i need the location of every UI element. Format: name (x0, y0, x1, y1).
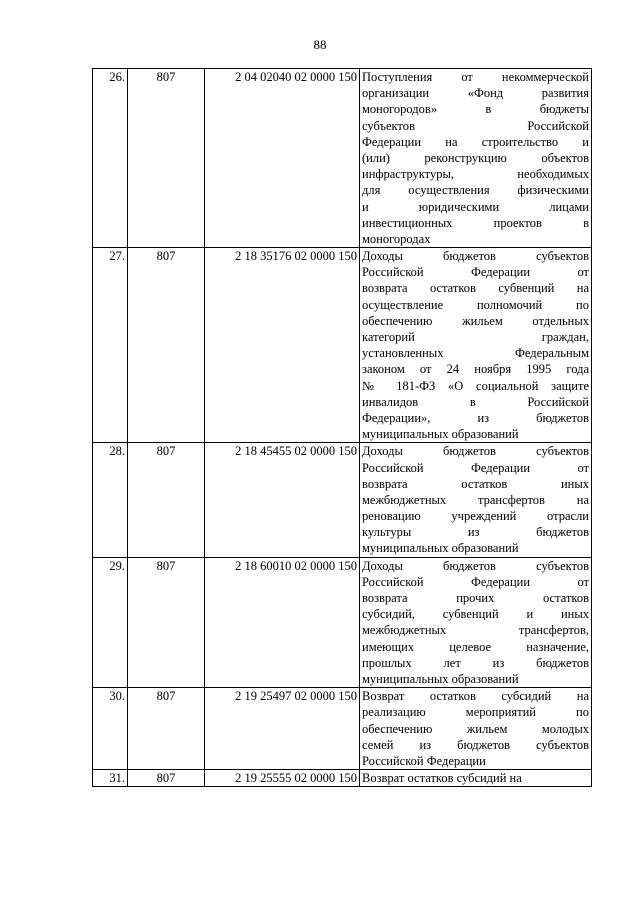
revenue-name-line: осуществление полномочий по (362, 297, 589, 312)
revenue-name-line: семей из бюджетов субъектов (362, 737, 589, 752)
revenue-name-line: категорий граждан, (362, 330, 589, 344)
revenue-name-line: муниципальных образований (362, 427, 519, 442)
revenue-name-line: прошлых лет из бюджетов (362, 655, 589, 670)
administrator-code: 807 (128, 688, 205, 770)
revenue-name-line: Российской Федерации от (362, 574, 589, 589)
table-body (93, 69, 592, 787)
revenue-name-line: реализацию мероприятий по (362, 705, 589, 720)
revenue-name-line: Федерации на строительство и (362, 134, 589, 149)
revenue-name-line: реновацию учреждений отрасли (362, 509, 589, 524)
revenue-name-line: Доходы бюджетов субъектов (362, 444, 589, 459)
table-row (93, 770, 592, 787)
revenue-name-line: № 181-ФЗ «О социальной защите (362, 378, 589, 393)
revenue-name (360, 69, 592, 248)
revenue-name (360, 770, 592, 787)
revenue-code: 2 04 02040 02 0000 150 (205, 69, 360, 248)
revenue-name-line: моногородах (362, 231, 431, 246)
revenue-name-line: муниципальных образований (362, 541, 519, 556)
revenue-name (360, 557, 592, 688)
revenue-code: 2 18 60010 02 0000 150 (205, 557, 360, 688)
revenue-name-line: Доходы бюджетов субъектов (362, 558, 589, 573)
revenue-name-line: межбюджетных трансфертов, (362, 623, 589, 638)
row-number: 27. (93, 248, 128, 443)
revenue-name-line: обеспечению жильем молодых (362, 721, 589, 736)
row-number: 28. (93, 443, 128, 557)
revenue-code: 2 18 45455 02 0000 150 (205, 443, 360, 557)
revenue-name-line: Российской Федерации от (362, 265, 589, 280)
revenue-name-line: для осуществления физическими (362, 183, 589, 198)
table-row (93, 688, 592, 770)
row-number: 26. (93, 69, 128, 248)
revenue-name-line: межбюджетных трансфертов на (362, 492, 589, 507)
revenue-name-line: инвестиционных проектов в (362, 215, 589, 230)
administrator-code: 807 (128, 248, 205, 443)
revenue-name-line: возврата прочих остатков (362, 591, 589, 605)
row-number: 29. (93, 557, 128, 688)
revenue-name (360, 248, 592, 443)
revenue-name (360, 688, 592, 770)
revenue-name-line: Возврат остатков субсидий на (362, 771, 522, 786)
revenue-name-line: (или) реконструкцию объектов (362, 150, 589, 165)
revenue-code: 2 19 25497 02 0000 150 (205, 688, 360, 770)
revenue-name-line: Поступления от некоммерческой (362, 70, 589, 84)
revenue-name (360, 443, 592, 557)
table-row (93, 69, 592, 248)
administrator-code: 807 (128, 69, 205, 248)
table-row (93, 443, 592, 557)
revenue-name-line: культуры из бюджетов (362, 525, 589, 540)
row-number: 31. (93, 770, 128, 787)
revenue-name-line: законом от 24 ноября 1995 года (362, 362, 589, 377)
page-number: 88 (313, 37, 327, 52)
row-number: 30. (93, 688, 128, 770)
administrator-code: 807 (128, 443, 205, 557)
revenue-name-line: Российской Федерации (362, 753, 486, 768)
revenue-name-line: возврата остатков иных (362, 476, 589, 491)
revenue-name-line: моногородов» в бюджеты (362, 102, 589, 117)
revenue-code: 2 19 25555 02 0000 150 (205, 770, 360, 787)
revenue-name-line: субсидий, субвенций и иных (362, 607, 589, 622)
administrator-code: 807 (128, 770, 205, 787)
table-row (93, 557, 592, 688)
revenue-name-line: и юридическими лицами (362, 199, 589, 214)
revenue-name-line: установленных Федеральным (362, 346, 589, 361)
table-row (93, 248, 592, 443)
revenue-name-line: возврата остатков субвенций на (362, 281, 589, 296)
revenue-name-line: Возврат остатков субсидий на (362, 689, 589, 704)
revenue-codes-table (92, 68, 592, 787)
revenue-name-line: Доходы бюджетов субъектов (362, 249, 589, 264)
revenue-name-line: имеющих целевое назначение, (362, 639, 589, 654)
revenue-name-line: муниципальных образований (362, 671, 519, 686)
revenue-name-line: организации «Фонд развития (362, 86, 589, 101)
administrator-code: 807 (128, 557, 205, 688)
revenue-name-line: обеспечению жильем отдельных (362, 313, 589, 328)
revenue-code: 2 18 35176 02 0000 150 (205, 248, 360, 443)
revenue-name-line: субъектов Российской (362, 118, 589, 133)
revenue-name-line: инвалидов в Российской (362, 394, 589, 409)
revenue-name-line: инфраструктуры, необходимых (362, 167, 589, 182)
revenue-name-line: Федерации», из бюджетов (362, 410, 589, 425)
revenue-name-line: Российской Федерации от (362, 460, 589, 475)
